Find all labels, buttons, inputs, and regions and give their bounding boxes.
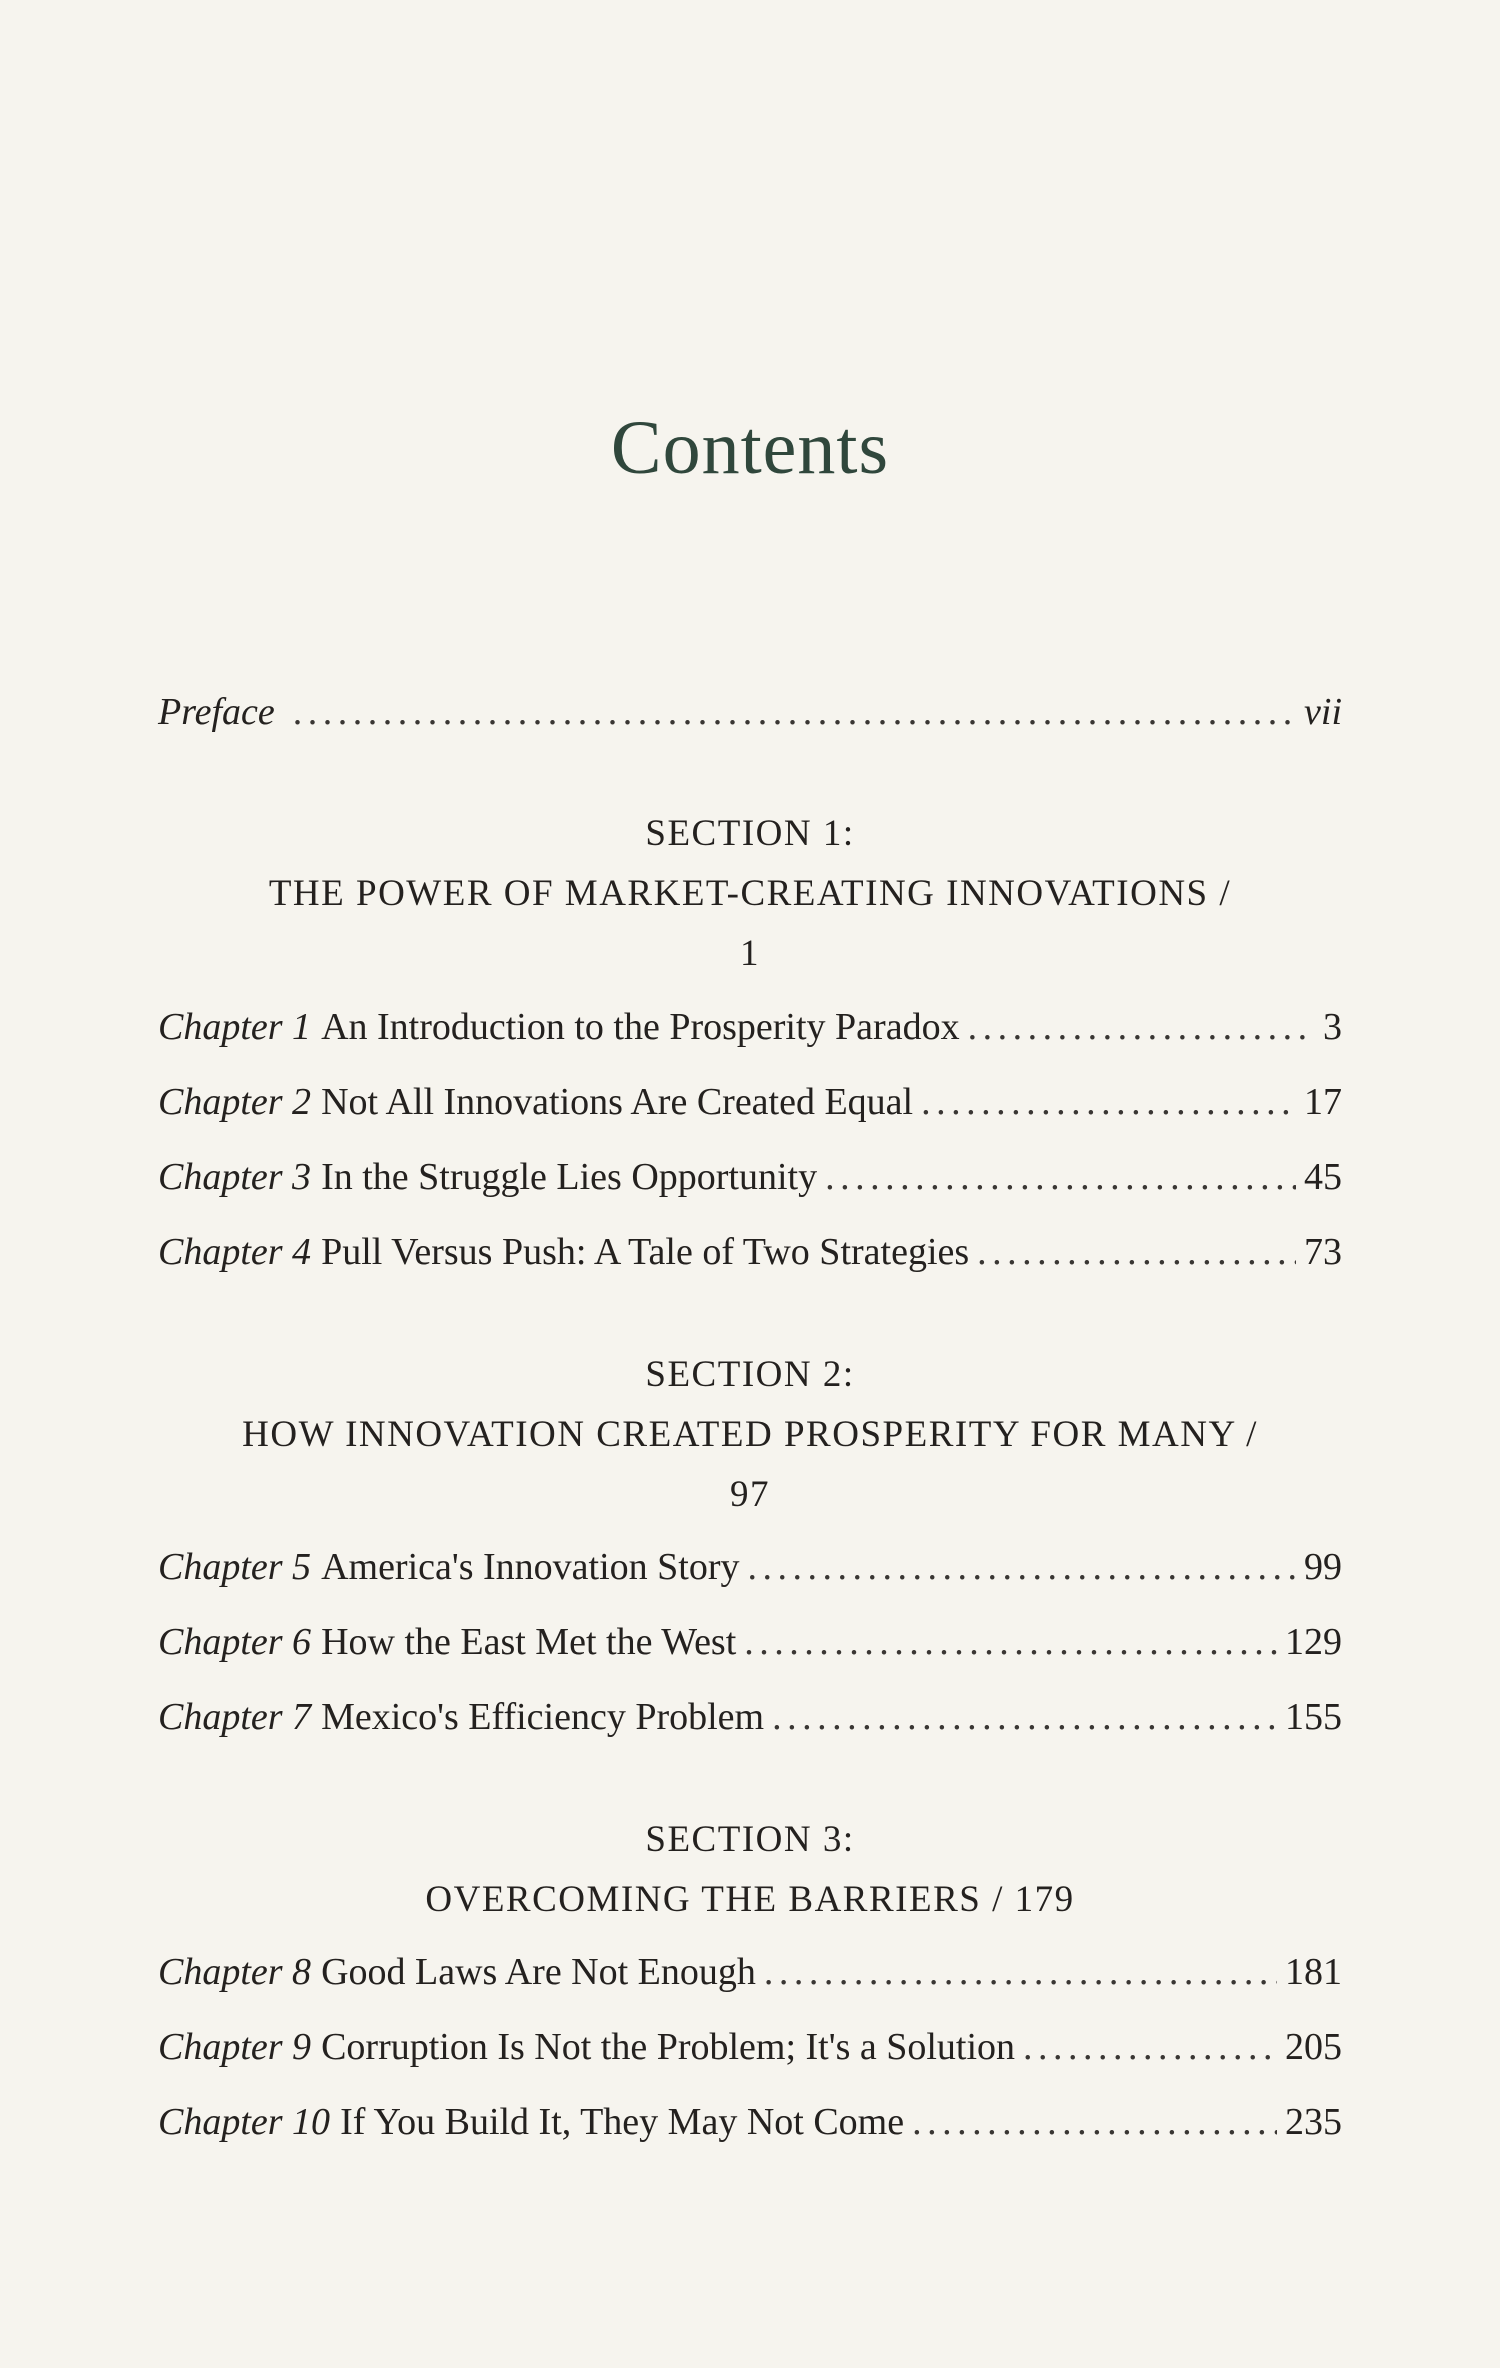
toc-entry-chapter-7[interactable] <box>158 1695 1342 1755</box>
chapter-title: Mexico's Efficiency Problem <box>321 1696 765 1738</box>
section-page-number: 1 <box>740 933 760 974</box>
chapter-title: In the Struggle Lies Opportunity <box>321 1156 818 1198</box>
chapter-page-number: 99 <box>1304 1546 1342 1588</box>
chapter-label: Chapter 10 <box>158 2101 331 2143</box>
leader-dots <box>977 1230 1296 1274</box>
chapter-title: Pull Versus Push: A Tale of Two Strategies <box>321 1231 970 1273</box>
section-page-number: 97 <box>730 1474 770 1515</box>
chapter-label: Chapter 4 <box>158 1231 312 1273</box>
chapter-page-number: 205 <box>1285 2026 1342 2068</box>
section-2-heading <box>150 1345 1350 1525</box>
chapter-page-number: 181 <box>1285 1951 1342 1993</box>
section-subtitle: THE POWER OF MARKET-CREATING INNOVATIONS / <box>268 873 1232 914</box>
chapter-title: Not All Innovations Are Created Equal <box>321 1081 914 1123</box>
toc-entry-chapter-9[interactable] <box>158 2025 1342 2085</box>
chapter-page-number: 129 <box>1285 1621 1342 1663</box>
page-title: Contents <box>610 406 890 490</box>
leader-dots <box>748 1545 1297 1589</box>
chapter-title: An Introduction to the Prosperity Paradox <box>321 1006 960 1048</box>
chapter-label: Chapter 5 <box>158 1546 312 1588</box>
section-3-heading <box>150 1810 1350 1930</box>
chapter-page-number: 155 <box>1285 1696 1342 1738</box>
toc-entry-chapter-5[interactable] <box>158 1545 1342 1605</box>
section-subtitle: HOW INNOVATION CREATED PROSPERITY FOR MANY / <box>242 1414 1258 1455</box>
toc-entry-chapter-10[interactable] <box>158 2100 1342 2160</box>
chapter-page-number: 73 <box>1304 1231 1342 1273</box>
leader-dots <box>921 1080 1296 1124</box>
section-subtitle: OVERCOMING THE BARRIERS / 179 <box>425 1879 1075 1920</box>
toc-entry-chapter-2[interactable] <box>158 1080 1342 1140</box>
chapter-label: Chapter 6 <box>158 1621 312 1663</box>
chapter-title: If You Build It, They May Not Come <box>340 2101 905 2143</box>
leader-dots <box>968 1005 1315 1049</box>
chapter-page-number: 3 <box>1323 1006 1342 1048</box>
toc-entry-chapter-4[interactable] <box>158 1230 1342 1290</box>
chapter-page-number: 45 <box>1304 1156 1342 1198</box>
chapter-title: How the East Met the West <box>321 1621 737 1663</box>
section-heading: SECTION 3: <box>645 1819 855 1860</box>
preface-label: Preface <box>158 691 275 733</box>
toc-entry-preface[interactable] <box>158 690 1342 750</box>
chapter-title: Corruption Is Not the Problem; It's a Solution <box>321 2026 1016 2068</box>
chapter-label: Chapter 9 <box>158 2026 312 2068</box>
chapter-title: Good Laws Are Not Enough <box>321 1951 756 1993</box>
chapter-label: Chapter 8 <box>158 1951 312 1993</box>
chapter-label: Chapter 3 <box>158 1156 312 1198</box>
leader-dots <box>764 1950 1277 1994</box>
leader-dots <box>744 1620 1277 1664</box>
section-heading: SECTION 2: <box>645 1354 855 1395</box>
leader-dots <box>772 1695 1277 1739</box>
toc-entry-chapter-6[interactable] <box>158 1620 1342 1680</box>
toc-entry-chapter-3[interactable] <box>158 1155 1342 1215</box>
chapter-page-number: 235 <box>1285 2101 1342 2143</box>
section-1-heading <box>150 804 1350 984</box>
preface-page-number: vii <box>1304 691 1342 733</box>
leader-dots <box>825 1155 1296 1199</box>
chapter-label: Chapter 7 <box>158 1696 312 1738</box>
chapter-label: Chapter 1 <box>158 1006 312 1048</box>
leader-dots <box>912 2100 1277 2144</box>
chapter-page-number: 17 <box>1304 1081 1342 1123</box>
toc-entry-chapter-8[interactable] <box>158 1950 1342 2010</box>
section-heading: SECTION 1: <box>645 813 855 854</box>
leader-dots <box>293 690 1296 734</box>
leader-dots <box>1023 2025 1277 2069</box>
toc-entry-chapter-1[interactable] <box>158 1005 1342 1065</box>
chapter-label: Chapter 2 <box>158 1081 312 1123</box>
chapter-title: America's Innovation Story <box>321 1546 740 1588</box>
